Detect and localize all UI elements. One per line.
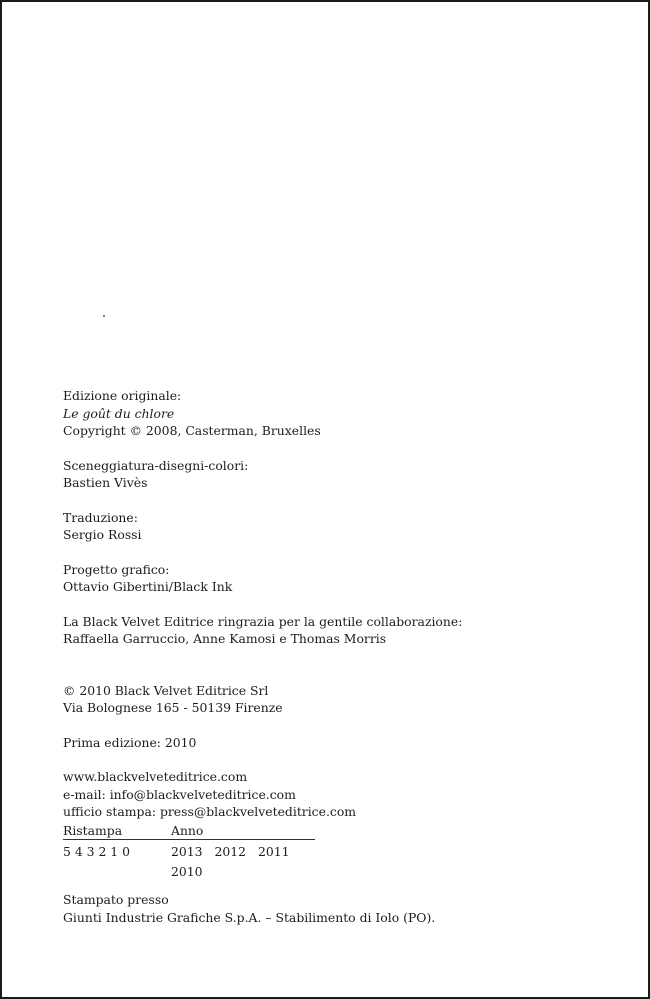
- script-art-block: [63, 457, 623, 492]
- original-edition-label: Edizione originale:: [63, 388, 182, 403]
- year-value: 2011: [258, 844, 290, 859]
- year-value: 2012: [214, 844, 247, 859]
- first-edition-block: [63, 734, 623, 752]
- translation-block: [63, 509, 623, 544]
- publisher-copyright: © 2010 Black Velvet Editrice Srl: [63, 682, 269, 698]
- year-value: 2010: [171, 864, 203, 879]
- design-label: Progetto grafico:: [63, 561, 170, 577]
- reprint-numbers: 5 4 3 2 1 0: [63, 844, 130, 859]
- printer-label: Stampato presso: [63, 892, 169, 907]
- first-edition: Prima edizione: 2010: [63, 734, 197, 750]
- printer-name: Giunti Industrie Grafiche S.p.A. – Stabilimento di Iolo (PO).: [63, 909, 436, 925]
- press-email-link[interactable]: ufficio stampa: press@blackvelveteditrice.com: [63, 804, 357, 819]
- thanks-line-1: La Black Velvet Editrice ringrazia per la gentile collaborazione:: [63, 613, 463, 629]
- reprint-table: [63, 822, 315, 879]
- printer-block: [63, 891, 435, 926]
- contacts-block: [63, 768, 623, 821]
- year-label: Anno: [171, 823, 204, 838]
- thanks-line-2: Raffaella Garruccio, Anne Kamosi e Thomas Morris: [63, 631, 387, 646]
- website-link[interactable]: www.blackvelveteditrice.com: [63, 769, 248, 784]
- paper-speck: [103, 315, 105, 317]
- original-copyright: Copyright © 2008, Casterman, Bruxelles: [63, 423, 321, 438]
- script-art-label: Sceneggiatura-disegni-colori:: [63, 457, 249, 473]
- reprint-table-values: [63, 840, 315, 879]
- design-block: [63, 561, 623, 596]
- original-title: Le goût du chlore: [63, 405, 175, 421]
- translator-name: Sergio Rossi: [63, 527, 142, 542]
- email-link[interactable]: e-mail: info@blackvelveteditrice.com: [63, 786, 296, 802]
- reprint-label: Ristampa: [63, 823, 123, 838]
- publisher-block: [63, 682, 623, 717]
- year-value: 2013: [171, 844, 203, 859]
- colophon-text: [63, 387, 623, 838]
- thanks-block: [63, 613, 623, 648]
- publisher-address: Via Bolognese 165 - 50139 Firenze: [63, 700, 283, 715]
- author-name: Bastien Vivès: [63, 475, 148, 490]
- reprint-table-header: [63, 822, 315, 840]
- original-edition-block: [63, 387, 623, 440]
- translation-label: Traduzione:: [63, 509, 138, 525]
- year-list: [171, 842, 315, 879]
- designer-name: Ottavio Gibertini/Black Ink: [63, 579, 233, 594]
